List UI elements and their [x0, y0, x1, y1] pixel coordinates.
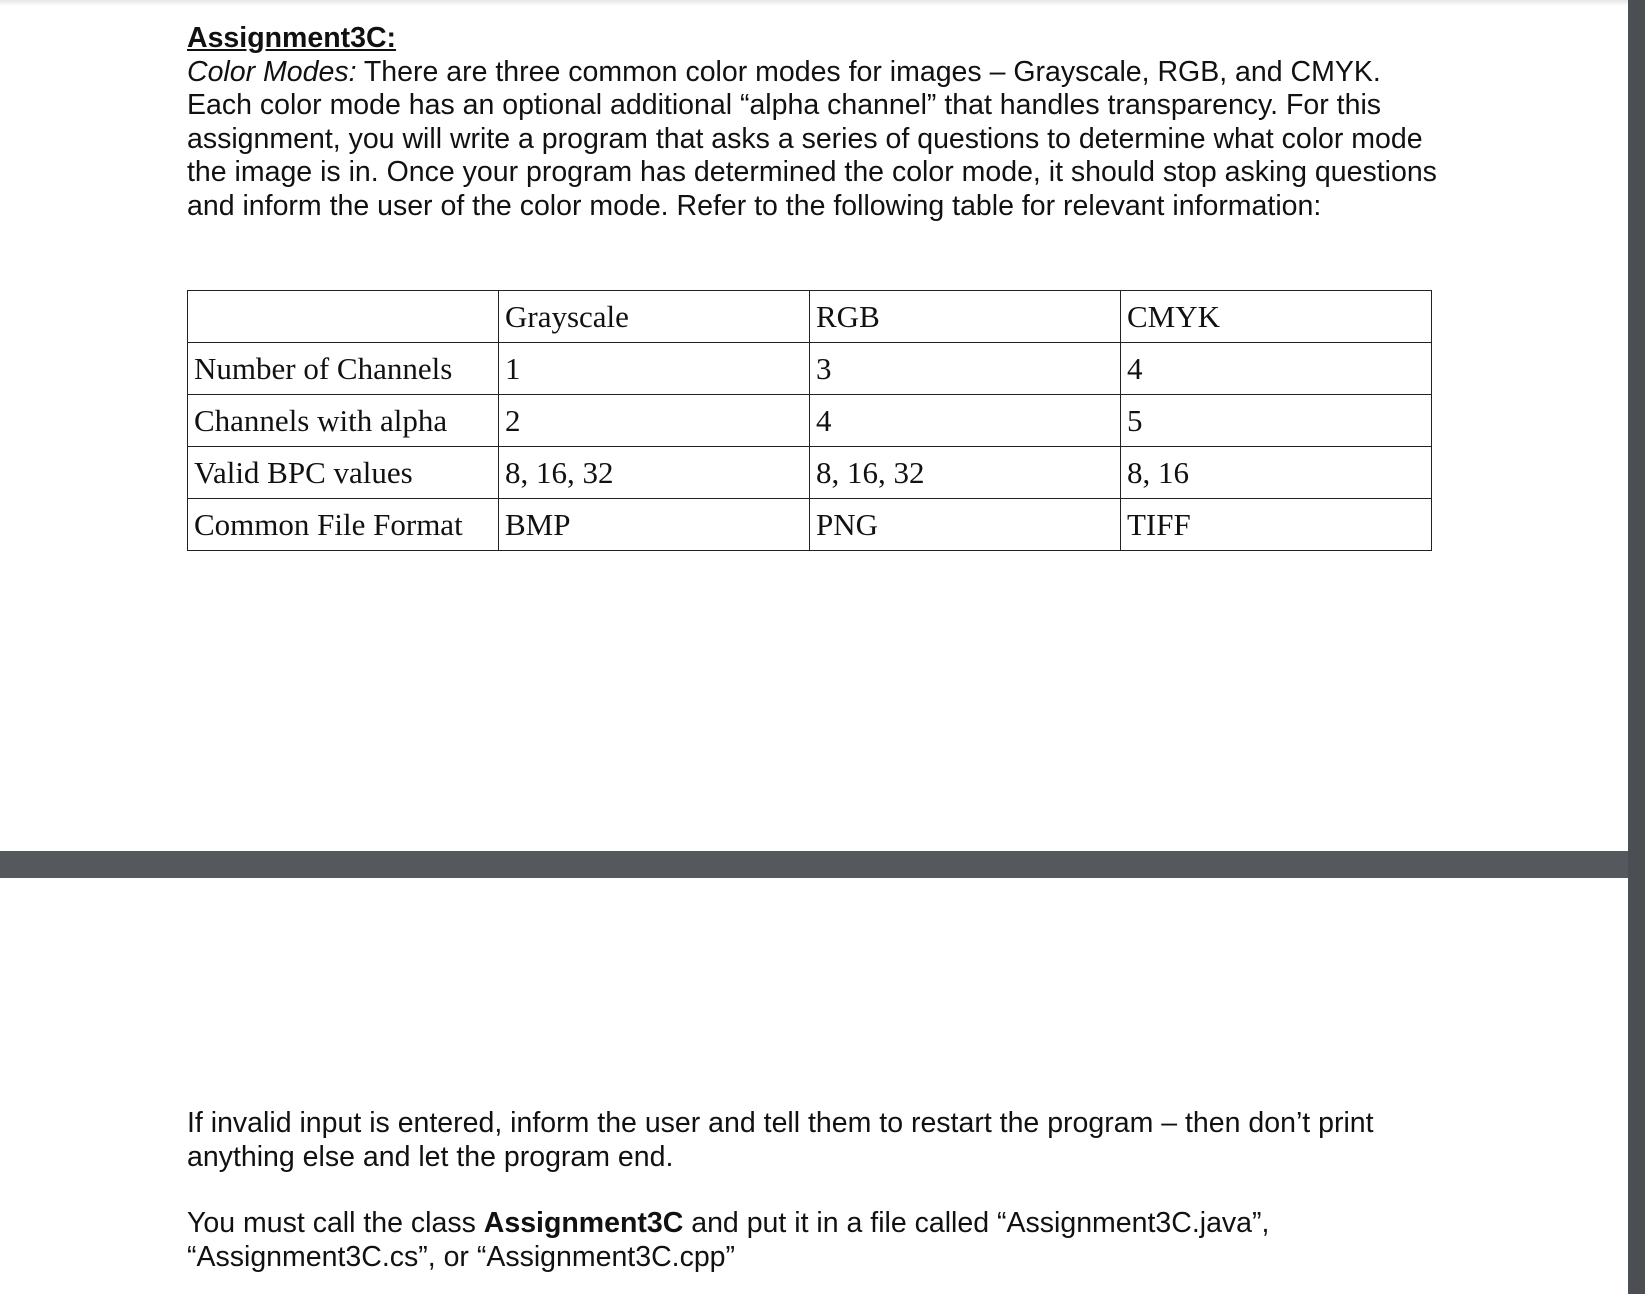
table-row [188, 499, 1432, 551]
table-cell: 2 [499, 395, 810, 447]
assignment-intro [187, 56, 1447, 224]
class-prefix: You must call the class [187, 1207, 484, 1239]
page-top-shadow [0, 0, 1628, 6]
class-name-paragraph [187, 1207, 1447, 1274]
viewer-scroll-edge [1628, 0, 1645, 1294]
table-cell: Number of Channels [188, 343, 499, 395]
table-cell: TIFF [1121, 499, 1432, 551]
intro-text: There are three common color modes for images – Grayscale, RGB, and CMYK. Each color mode has an optional additional “alpha channel” that handles transparency. For this assignment, you will write a program that asks a series of questions to determine what color mode the image is in. Once your program has determined the color mode, it should stop asking questions and inform the user of the color mode. Refer to the following table for relevant information: [187, 55, 1437, 222]
table-cell: 8, 16, 32 [810, 447, 1121, 499]
document-page-2 [0, 878, 1628, 1294]
class-name: Assignment3C [483, 1207, 684, 1239]
color-modes-table [187, 290, 1432, 551]
table-header-cell: RGB [810, 291, 1121, 343]
table-header-cell: Grayscale [499, 291, 810, 343]
class-suffix: and put it in a file called “Assignment3C.java”, “Assignment3C.cs”, or “Assignment3C.cpp” [187, 1207, 1270, 1273]
table-row [188, 447, 1432, 499]
table-row [188, 395, 1432, 447]
table-cell: 4 [1121, 343, 1432, 395]
invalid-input-paragraph: If invalid input is entered, inform the user and tell them to restart the program – then don’t print anything else and let the program end. [187, 1107, 1374, 1173]
table-header-cell: CMYK [1121, 291, 1432, 343]
table-row [188, 343, 1432, 395]
table-cell: 1 [499, 343, 810, 395]
assignment-intro-block [187, 22, 1447, 223]
table-cell: 5 [1121, 395, 1432, 447]
table-cell: 4 [810, 395, 1121, 447]
table-cell: 8, 16 [1121, 447, 1432, 499]
table-cell: Valid BPC values [188, 447, 499, 499]
table-cell: BMP [499, 499, 810, 551]
table-cell: Channels with alpha [188, 395, 499, 447]
table-cell: PNG [810, 499, 1121, 551]
table-cell: Common File Format [188, 499, 499, 551]
table-cell: 8, 16, 32 [499, 447, 810, 499]
table-header-row [188, 291, 1432, 343]
assignment-title: Assignment3C: [187, 22, 397, 54]
table-cell: 3 [810, 343, 1121, 395]
table-header-cell [188, 291, 499, 343]
intro-lead: Color Modes: [187, 55, 357, 88]
